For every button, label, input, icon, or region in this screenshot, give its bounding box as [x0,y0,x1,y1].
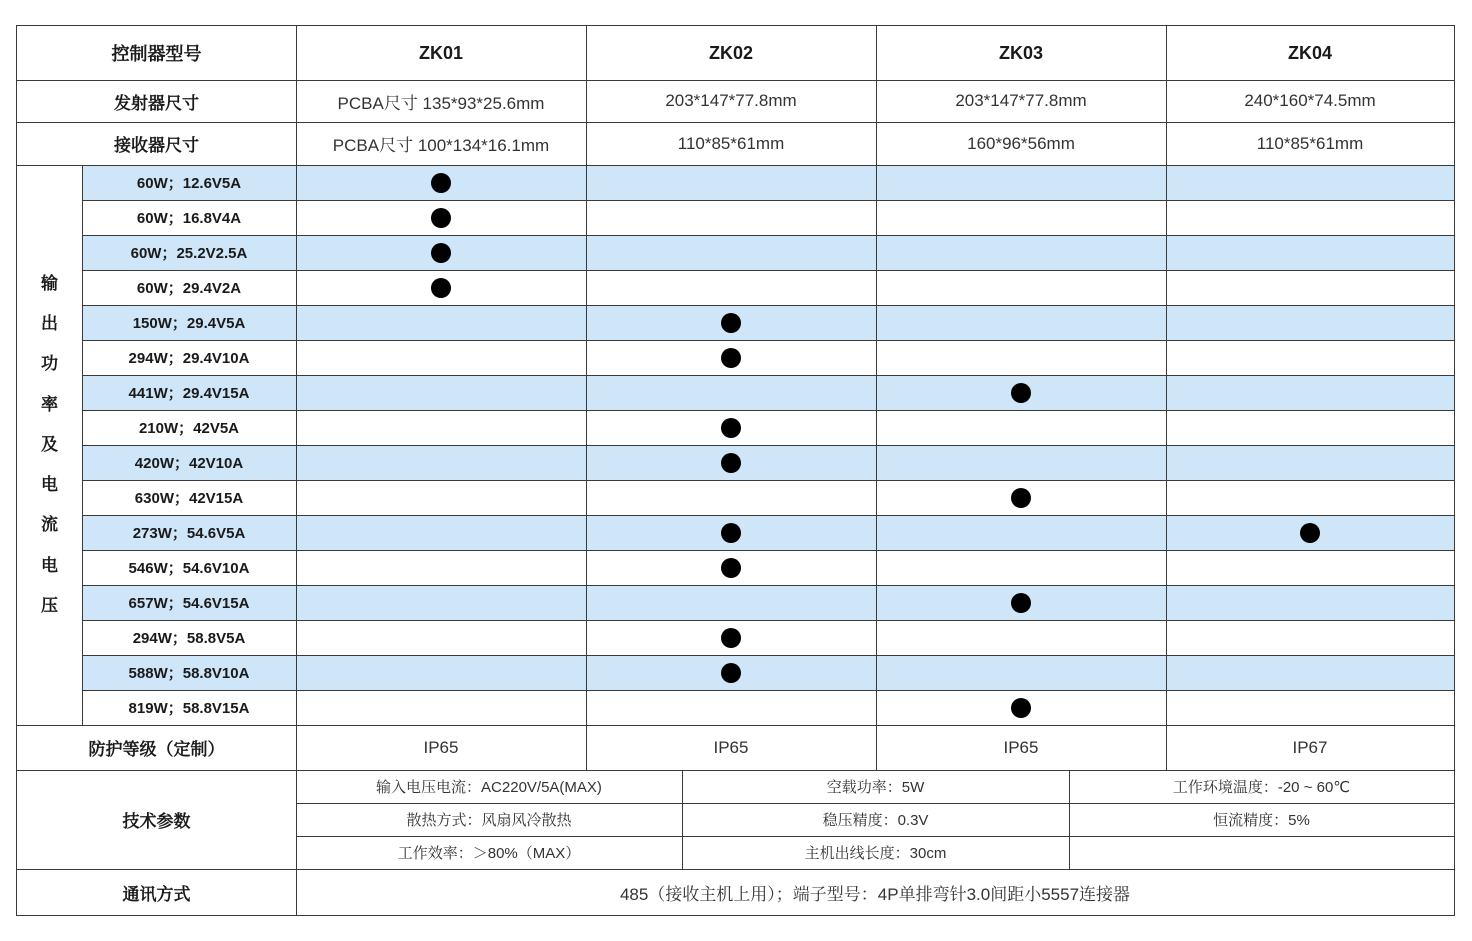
availability-dot-icon [721,453,741,473]
output-label-char: 输 [41,273,58,293]
power-spec-label: 60W；25.2V2.5A [130,245,248,262]
comm-value: 485（接收主机上用）；端子型号：4P单排弯针3.0间距小5557连接器 [619,884,1131,904]
availability-cell [296,165,586,200]
protection-zk03: IP65 [1003,737,1039,757]
spec-table [16,25,1455,916]
output-label-char: 出 [41,313,58,333]
availability-cell [586,515,876,550]
transmitter-size-zk02: 203*147*77.8mm [665,91,797,110]
availability-dot-icon [721,418,741,438]
tech-idle-power: 空载功率：5W [826,779,925,796]
availability-dot-icon [431,243,451,263]
output-label-char: 压 [41,596,58,616]
output-label-char: 流 [41,515,58,535]
power-spec-label: 150W；29.4V5A [132,315,246,332]
power-spec-label: 819W；58.8V15A [128,700,250,717]
availability-dot-icon [431,278,451,298]
power-spec-label: 546W；54.6V10A [128,560,250,577]
transmitter-size-zk01: PCBA尺寸 135*93*25.6mm [337,93,545,113]
power-spec-label: 630W；42V15A [134,490,244,507]
model-header-label: 控制器型号 [111,44,202,64]
output-label-char: 率 [41,394,58,414]
output-label-char: 电 [41,475,58,495]
availability-dot-icon [1011,698,1031,718]
receiver-size-zk02: 110*85*61mm [677,133,785,153]
availability-cell [586,410,876,445]
availability-cell [296,200,586,235]
availability-dot-icon [721,348,741,368]
availability-dot-icon [1300,523,1320,543]
tech-cable-length: 主机出线长度：30cm [804,845,947,862]
protection-zk04: IP67 [1292,737,1328,757]
protection-zk01: IP65 [423,737,459,757]
availability-dot-icon [721,313,741,333]
comm-label: 通讯方式 [122,884,191,904]
availability-cell [876,480,1166,515]
model-zk04: ZK04 [1287,42,1332,63]
receiver-size-zk01: PCBA尺寸 100*134*16.1mm [332,136,550,155]
tech-input-voltage: 输入电压电流：AC220V/5A(MAX) [376,779,602,796]
availability-dot-icon [721,558,741,578]
power-spec-label: 657W；54.6V15A [128,595,250,612]
tech-ambient-temp: 工作环境温度：-20 ~ 60℃ [1172,779,1351,796]
protection-label: 防护等级（定制） [88,740,225,759]
availability-dot-icon [1011,383,1031,403]
availability-cell [586,550,876,585]
model-zk03: ZK03 [998,42,1043,63]
availability-dot-icon [431,173,451,193]
power-spec-label: 273W；54.6V5A [132,525,246,542]
tech-params-label: 技术参数 [122,812,191,831]
availability-cell [1166,515,1454,550]
availability-dot-icon [721,523,741,543]
transmitter-size-zk04: 240*160*74.5mm [1244,91,1376,110]
availability-dot-icon [721,628,741,648]
availability-cell [586,655,876,690]
availability-cell [296,270,586,305]
availability-cell [876,585,1166,620]
power-spec-label: 60W；16.8V4A [136,210,242,227]
availability-dot-icon [431,208,451,228]
availability-cell [586,305,876,340]
availability-cell [586,445,876,480]
model-zk02: ZK02 [708,42,753,63]
receiver-size-zk03: 160*96*56mm [967,133,1075,153]
power-spec-label: 420W；42V10A [134,455,244,472]
availability-dot-icon [1011,593,1031,613]
power-spec-label: 294W；29.4V10A [128,350,250,367]
availability-dot-icon [1011,488,1031,508]
availability-cell [876,690,1166,725]
tech-cooling: 散热方式：风扇风冷散热 [406,812,572,829]
output-section-label [17,165,82,725]
power-spec-label: 60W；12.6V5A [136,175,242,192]
availability-cell [586,620,876,655]
power-spec-label: 294W；58.8V5A [132,630,246,647]
availability-cell [876,375,1166,410]
power-spec-label: 588W；58.8V10A [128,665,250,682]
receiver-size-label: 接收器尺寸 [114,136,199,155]
availability-cell [586,340,876,375]
model-zk01: ZK01 [418,42,463,63]
availability-cell [296,235,586,270]
receiver-size-zk04: 110*85*61mm [1256,133,1364,153]
power-spec-label: 60W；29.4V2A [136,280,242,297]
tech-efficiency: 工作效率：＞80%（MAX） [397,845,581,862]
tech-current-accuracy: 恒流精度：5% [1213,812,1310,829]
tech-empty-cell [1069,836,1454,869]
transmitter-size-zk03: 203*147*77.8mm [955,91,1087,110]
tech-voltage-accuracy: 稳压精度：0.3V [822,812,929,829]
output-label-char: 及 [41,434,58,454]
protection-zk02: IP65 [713,737,749,757]
availability-dot-icon [721,663,741,683]
output-label-char: 功 [41,354,58,374]
power-spec-label: 441W；29.4V15A [128,385,250,402]
output-label-char: 电 [41,555,58,575]
power-spec-label: 210W；42V5A [138,420,240,437]
transmitter-size-label: 发射器尺寸 [114,93,199,113]
